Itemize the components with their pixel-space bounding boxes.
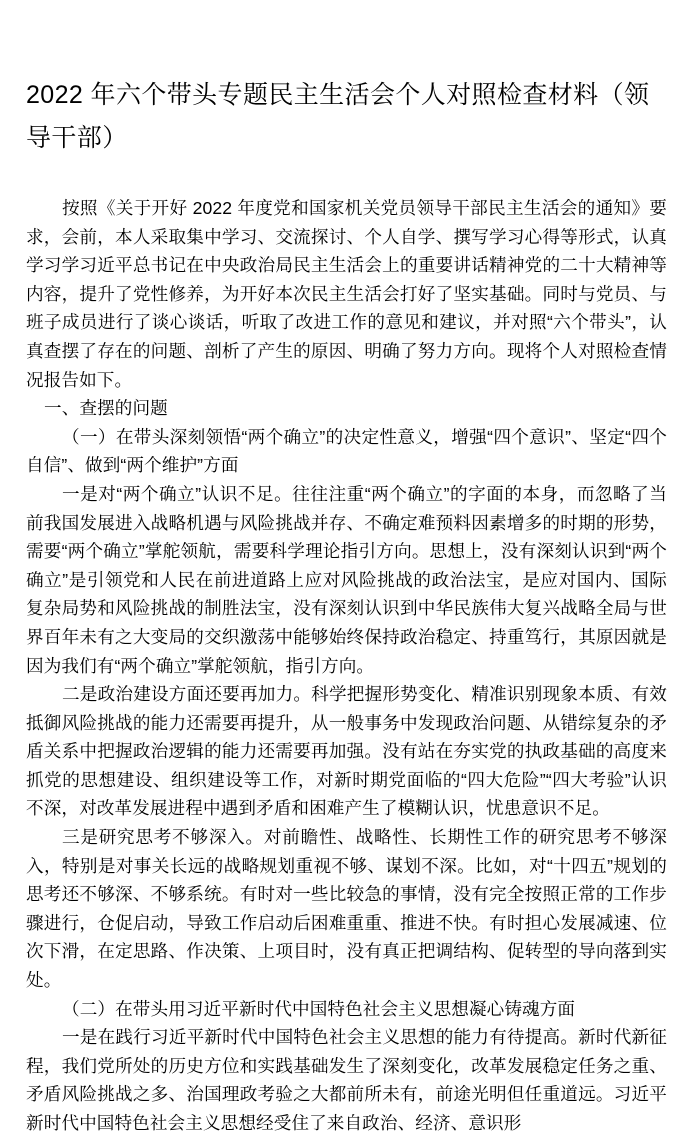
paragraph-point-2-1: 一是在践行习近平新时代中国特色社会主义思想的能力有待提高。新时代新征程，我们党所处的历史方位和实践基础发生了深刻变化，改革发展稳定任务之重、矛盾风险挑战之多、治国理政考验之大都前所未有，前途光明但任重道远。习近平新时代中国特色社会主义思想经受住了来自政治、经济、意识形 [26, 1027, 667, 1133]
paragraph-point-1-2: 二是政治建设方面还要再加力。科学把握形势变化、精准识别现象本质、有效抵御风险挑战的能力还需要再提升，从一般事务中发现政治问题、从错综复杂的矛盾关系中把握政治逻辑的能力还需要再加强。没有站在夯实党的执政基础的高度来抓党的思想建设、组织建设等工作，对新时期党面临的“四大危险”“四大考验”认识不深，对改革发展进程中遇到矛盾和困难产生了模糊认识，忧患意识不足。 [26, 684, 667, 819]
document-body [26, 194, 667, 1138]
paragraph-point-1-1: 一是对“两个确立”认识不足。往往注重“两个确立”的字面的本身，而忽略了当前我国发展进入战略机遇与风险挑战并存、不确定难预料因素增多的时期的形势，需要“两个确立”掌舵领航，需要科学理论指引方向。思想上，没有深刻认识到“两个确立”是引领党和人民在前进道路上应对风险挑战的政治法宝，是应对国内、国际复杂局势和风险挑战的制胜法宝，没有深刻认识到中华民族伟大复兴战略全局与世界百年未有之大变局的交织激荡中能够始终保持政治稳定、持重笃行，其原因就是因为我们有“两个确立”掌舵领航，指引方向。 [26, 483, 667, 676]
heading-section-one: 一、查摆的问题 [44, 398, 168, 419]
paragraph-point-1-3: 三是研究思考不够深入。对前瞻性、战略性、长期性工作的研究思考不够深入，特别是对事关长远的战略规划重视不够、谋划不深。比如，对“十四五”规划的思考还不够深、不够系统。有时对一些比较急的事情，没有完全按照正常的工作步骤进行，仓促启动，导致工作启动后困难重重、推进不快。有时担心发展减速、位次下滑，在定思路、作决策、上项目时，没有真正把调结构、促转型的导向落到实处。 [26, 827, 667, 991]
heading-subsection-one: （一）在带头深刻领悟“两个确立”的决定性意义，增强“四个意识”、坚定“四个自信”、做到“两个维护”方面 [26, 426, 667, 476]
heading-subsection-two: （二）在带头用习近平新时代中国特色社会主义思想凝心铸魂方面 [62, 998, 576, 1019]
paragraph-intro: 按照《关于开好 2022 年度党和国家机关党员领导干部民主生活会的通知》要求，会前，本人采取集中学习、交流探讨、个人自学、撰写学习心得等形式，认真学习学习近平总书记在中央政治局民主生活会上的重要讲话精神党的二十大精神等内容，提升了党性修养，为开好本次民主生活会打好了坚实基础。同时与党员、与班子成员进行了谈心谈话，听取了改进工作的意见和建议，并对照“六个带头”，认真查摆了存在的问题、剖析了产生的原因、明确了努力方向。现将个人对照检查情况报告如下。 [26, 198, 667, 390]
page-title: 2022 年六个带头专题民主生活会个人对照检查材料（领导干部） [26, 81, 650, 152]
